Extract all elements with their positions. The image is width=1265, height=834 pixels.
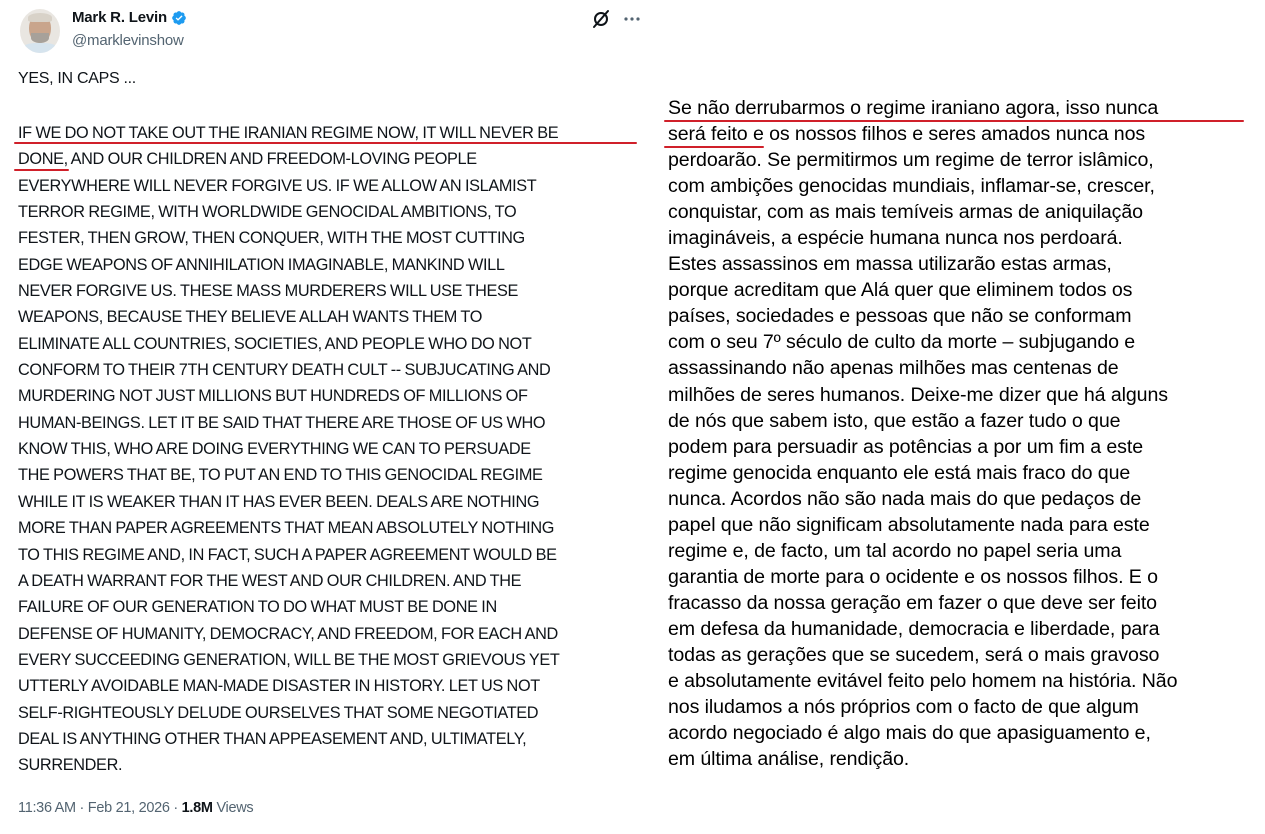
tweet-line: MURDERING NOT JUST MILLIONS BUT HUNDREDS OF MILLIONS OF	[18, 387, 528, 406]
translation-line: porque acreditam que Alá quer que eliminem todos os	[668, 279, 1133, 302]
tweet-line: TO THIS REGIME AND, IN FACT, SUCH A PAPER AGREEMENT WOULD BE	[18, 545, 557, 564]
tweet-line: THE POWERS THAT BE, TO PUT AN END TO THIS GENOCIDAL REGIME	[18, 466, 543, 485]
tweet-line: FAILURE OF OUR GENERATION TO DO WHAT MUST BE DONE IN	[18, 598, 497, 617]
tweet-body-text	[18, 120, 648, 779]
tweet-line: SURRENDER.	[18, 756, 123, 775]
meta-separator: ·	[75, 800, 88, 816]
tweet-line: NEVER FORGIVE US. THESE MASS MURDERERS WILL USE THESE	[18, 282, 519, 301]
author-name-row[interactable]	[72, 9, 187, 26]
tweet-line: A DEATH WARRANT FOR THE WEST AND OUR CHILDREN. AND THE	[18, 571, 522, 590]
tweet-line: HUMAN-BEINGS. LET IT BE SAID THAT THERE ARE THOSE OF US WHO	[18, 413, 546, 432]
translation-text	[668, 95, 1265, 772]
translation-line: em última análise, rendição.	[668, 748, 910, 771]
more-icon[interactable]	[622, 9, 642, 29]
tweet-line: UTTERLY AVOIDABLE MAN-MADE DISASTER IN HISTORY. LET US NOT	[18, 677, 540, 696]
translation-line: podem para persuadir as potências a por um fim a este	[668, 435, 1144, 458]
red-highlight-underline	[664, 146, 764, 148]
tweet-line: EDGE WEAPONS OF ANNIHILATION IMAGINABLE, MANKIND WILL	[18, 255, 505, 274]
translation-line: com o seu 7º século de culto da morte – subjugando e	[668, 331, 1136, 354]
avatar-hair	[28, 13, 52, 22]
tweet-metadata	[18, 800, 253, 816]
translation-line: nos iludamos a nós próprios com o facto de que algum	[668, 696, 1139, 719]
tweet-line: CONFORM TO THEIR 7TH CENTURY DEATH CULT -- SUBJUCATING AND	[18, 361, 551, 380]
translation-line: nunca. Acordos não são nada mais do que pedaços de	[668, 487, 1142, 510]
tweet-line: MORE THAN PAPER AGREEMENTS THAT MEAN ABSOLUTELY NOTHING	[18, 519, 555, 538]
tweet-line: IF WE DO NOT TAKE OUT THE IRANIAN REGIME NOW, IT WILL NEVER BE	[18, 124, 559, 142]
tweet-line: WEAPONS, BECAUSE THEY BELIEVE ALLAH WANTS THEM TO	[18, 308, 483, 327]
verified-badge-icon	[171, 10, 187, 26]
translation-line: Se não derrubarmos o regime iraniano agora, isso nunca	[668, 97, 1159, 119]
translation-line: conquistar, com as mais temíveis armas de aniquilação	[668, 201, 1143, 224]
tweet-line: FESTER, THEN GROW, THEN CONQUER, WITH THE MOST CUTTING	[18, 229, 525, 248]
tweet-line: WHILE IT IS WEAKER THAN IT HAS EVER BEEN. DEALS ARE NOTHING	[18, 492, 540, 511]
avatar[interactable]	[20, 9, 60, 53]
translation-line: garantia de morte para o ocidente e os nossos filhos. E o	[668, 565, 1158, 588]
translation-line: em defesa da humanidade, democracia e liberdade, para	[668, 617, 1160, 640]
translation-line: e absolutamente evitável feito pelo homem na história. Não	[668, 670, 1178, 693]
avatar-shirt	[22, 43, 58, 53]
red-highlight-underline	[14, 142, 637, 144]
tweet-line: ELIMINATE ALL COUNTRIES, SOCIETIES, AND PEOPLE WHO DO NOT	[18, 334, 532, 353]
translation-line: com ambições genocidas mundiais, inflamar-se, crescer,	[668, 175, 1155, 198]
grok-icon[interactable]	[591, 9, 611, 29]
translation-line: papel que não significam absolutamente nada para este	[668, 513, 1150, 536]
translation-line: Estes assassinos em massa utilizarão estas armas,	[668, 253, 1112, 276]
tweet-line: KNOW THIS, WHO ARE DOING EVERYTHING WE CAN TO PERSUADE	[18, 440, 531, 459]
tweet-line: DEFENSE OF HUMANITY, DEMOCRACY, AND FREEDOM, FOR EACH AND	[18, 624, 558, 643]
tweet-intro-text: YES, IN CAPS ...	[18, 70, 136, 87]
tweet-line: EVERY SUCCEEDING GENERATION, WILL BE THE MOST GRIEVOUS YET	[18, 650, 560, 669]
author-handle[interactable]: @marklevinshow	[72, 32, 184, 49]
tweet-line: EVERYWHERE WILL NEVER FORGIVE US. IF WE ALLOW AN ISLAMIST	[18, 176, 537, 195]
red-highlight-underline	[14, 169, 69, 171]
translation-line: assassinando não apenas milhões mas centenas de	[668, 357, 1119, 380]
translation-line: de nós que sabem isto, que estão a fazer tudo o que	[668, 409, 1121, 432]
views-label: Views	[216, 800, 254, 816]
avatar-beard	[31, 33, 49, 43]
translation-line: perdoarão. Se permitirmos um regime de terror islâmico,	[668, 149, 1154, 172]
meta-separator: ·	[169, 800, 182, 816]
translation-line: regime genocida enquanto ele está mais fraco do que	[668, 461, 1131, 484]
translation-line: será feito e os nossos filhos e seres amados nunca nos	[668, 123, 1146, 146]
red-highlight-underline	[664, 120, 1244, 122]
tweet-line: SELF-RIGHTEOUSLY DELUDE OURSELVES THAT SOME NEGOTIATED	[18, 703, 539, 722]
translation-line: fracasso da nossa geração em fazer o que deve ser feito	[668, 591, 1157, 614]
tweet-date[interactable]: Feb 21, 2026	[87, 800, 170, 816]
tweet-line: TERROR REGIME, WITH WORLDWIDE GENOCIDAL AMBITIONS, TO	[18, 203, 517, 222]
tweet-line: DEAL IS ANYTHING OTHER THAN APPEASEMENT AND, ULTIMATELY,	[18, 729, 527, 748]
translation-line: países, sociedades e pessoas que não se conformam	[668, 305, 1132, 328]
translation-line: acordo negociado é algo mais do que apasiguamento e,	[668, 722, 1151, 745]
translation-line: regime e, de facto, um tal acordo no papel seria uma	[668, 539, 1122, 562]
tweet-time[interactable]: 11:36 AM	[18, 800, 76, 816]
author-display-name[interactable]: Mark R. Levin	[72, 9, 167, 26]
translation-line: imagináveis, a espécie humana nunca nos perdoará.	[668, 227, 1123, 250]
tweet-line: DONE, AND OUR CHILDREN AND FREEDOM-LOVING PEOPLE	[18, 150, 477, 169]
translation-line: milhões de seres humanos. Deixe-me dizer que há alguns	[668, 383, 1168, 406]
translation-line: todas as gerações que se sucedem, será o mais gravoso	[668, 643, 1160, 666]
views-count: 1.8M	[181, 800, 213, 816]
